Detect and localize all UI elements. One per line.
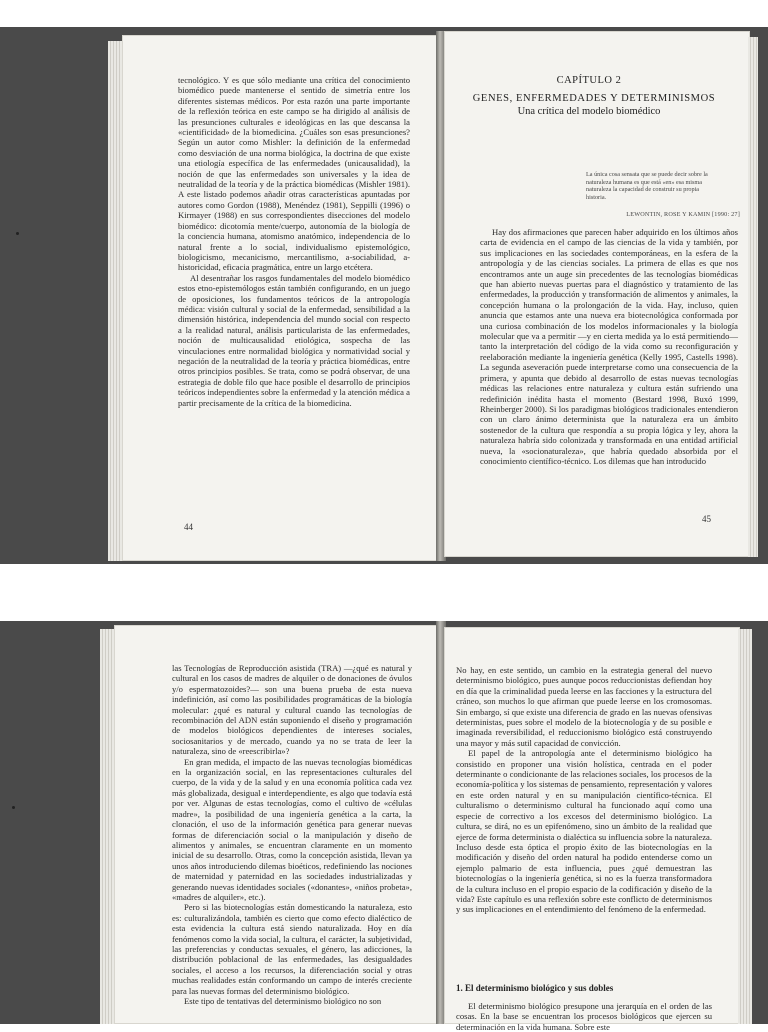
chapter-subtitle: Una crítica del modelo biomédico bbox=[517, 106, 661, 117]
page-45 bbox=[444, 31, 750, 557]
page-44-body bbox=[178, 75, 410, 408]
paragraph: No hay, en este sentido, un cambio en la estrategia general del nuevo determinismo biológico, pues aunque pocos reduccionistas defiendan hoy en día que la criminalidad pueda leerse en las facciones y la estructura del cráneo, son muchos lo que afirman que puede leerse en los cromosomas. Sin embargo, sí que existe una diferencia de grado en las nuevas ofensivas deterministas, pues sobre el modelo de la biotecnología y de su posible e imaginada reversibilidad, el reduccionismo biológico está construyendo una mayor y más sutil capacidad de convicción. bbox=[456, 665, 712, 748]
page-44 bbox=[122, 35, 438, 561]
page-number: 45 bbox=[702, 514, 711, 524]
page-right-body bbox=[456, 665, 712, 915]
paragraph: El papel de la antropología ante el determinismo biológico ha consistido en proponer una visión holística, centrada en el poder determinante o condicionante de las relaciones sociales, los procesos de la economía-política y los sistemas de pensamiento, representación y valores en este orden natural y en su manipulación científico-técnica. El culturalismo o determinismo cultural ha funcionado aquí como una especie de correctivo a los excesos del determinismo biológico. La cultura, se dirá, no es un epifenómeno, sino un ámbito de la realidad que ejerce de forma determinista o dialéctica su influencia sobre la naturaleza. Incluso desde esta óptica el propio éxito de las biotecnologías en la modificación y diseño del orden natural ha podido entenderse como un ejemplo palmario de esta influencia, pues ¿qué demuestran las biotecnologías o la ingeniería genética, si no es la fuerza transformadora de la cultura incluso en el propio espacio de la codificación y diseño de la vida? Este capítulo es una reflexión sobre este conflicto de determinismos y sus implicaciones en el entendimiento del fenómeno de la enfermedad. bbox=[456, 748, 712, 915]
paragraph: tecnológico. Y es que sólo mediante una crítica del conocimiento biomédico puede mantenerse el sentido de simetría entre los diferentes sistemas médicos. Por esta razón una parte importante de la reflexión teórica en este campo se ha dirigido al análisis de las presunciones culturales e ideológicas en las que descansa la «cientificidad» de la biomedicina. ¿Cuáles son esas presunciones? Según un autor como Mishler: la definición de la enfermedad como desviación de una norma biológica, la doctrina de que existe una etiología específica de las enfermedades (unicausalidad), la noción de que las enfermedades son universales y la idea de neutralidad de la teoría y de la práctica biomédicas (Mishler 1981). A este listado podemos añadir otras características apuntadas por autores como Gordon (1988), Menéndez (1981), Seppilli (1996) o Kirmayer (1988) en sus correspondientes disecciones del modelo biomédico: dicotomía mente/cuerpo, autonomía de la biología de la conciencia humana, atomismo anatómico, independencia de lo natural frente a lo social, individualismo epistemológico, biologicismo, mecanicismo, mercantilismo, a-sociabilidad, a-historicidad, eficacia pragmática, entre un largo etcétera. bbox=[178, 75, 410, 273]
page-45-body bbox=[480, 227, 738, 466]
page-number: 44 bbox=[184, 522, 193, 532]
paragraph: Hay dos afirmaciones que parecen haber adquirido en los últimos años carta de evidencia en el campo de las ciencias de la vida y también, por sus implicaciones en las sociedades contemporáneas, en la esfera de la antropología y de las ciencias sociales. La primera de ellas es que nos encontramos ante un auge sin precedentes de las tecnologías biomédicas que han abierto nuevas puertas para el diagnóstico y tratamiento de las enfermedades, la producción y transformación de alimentos y animales, la concepción humana o la prolongación de la vida. Hay, incluso, quien anuncia que estamos ante una nueva era biotecnológica conformada por una curiosa combinación de los modelos informacionales y la biología molecular que va a permitir —y en cierta medida ya lo está permitiendo— tanto la interpretación del código de la vida como su reconfiguración y reelaboración mediante la ingeniería genética (Kelly 1995, Castells 1998). La segunda aseveración puede interpretarse como una consecuencia de la primera, y apunta que debido al desarrollo de estas nuevas tecnologías médicas las relaciones entre naturaleza y cultura están sufriendo una redefinición inédita hasta el momento (Bestard 1998, Buxó 1999, Rheinberger 2000). Si los paradigmas biológicos tradicionales entendieron con un claro ánimo determinista que la naturaleza era un ámbito sostenedor de la cultura que respondía a su propia lógica y ley, ahora la naturaleza habría sido colonizada y transformada en una entidad artificial nueva, la «socionaturaleza», que habría quedado absorbida por el conocimiento científico-técnico. Los dilemas que han introducido bbox=[480, 227, 738, 466]
epigraph-attribution: LEWONTIN, ROSE Y KAMIN [1990: 27] bbox=[626, 211, 740, 218]
page-right-bottom bbox=[444, 627, 740, 1032]
chapter-label: CAPÍTULO 2 bbox=[556, 75, 622, 86]
scan-bottom-spread bbox=[0, 621, 768, 1032]
paragraph: El determinismo biológico presupone una jerarquía en el orden de las cosas. En la base se encuentran los procesos biológicos que ejercen su determinación en la vida humana. Sobre este bbox=[456, 1001, 712, 1032]
page-edges-right bbox=[738, 629, 752, 1024]
paragraph: Este tipo de tentativas del determinismo biológico no son bbox=[184, 996, 382, 1006]
chapter-title: GENES, ENFERMEDADES Y DETERMINISMOS bbox=[472, 93, 716, 104]
paragraph: Pero si las biotecnologías están domesticando la naturaleza, esto es: culturalizándola, también es cierto que como efecto dialéctico de esta evidencia la cultura está siendo naturalizada. Hoy en día fenómenos como la vida social, la cultura, el carácter, la subjetividad, las preferencias y conductas sexuales, el género, las adicciones, la distribución poblacional de las enfermedades, las desigualdades sociales, el acceso a los recursos, la diferenciación social y otras muchas realidades están conformando un campo de interés creciente para las nuevas formas del determinismo biológico. bbox=[172, 902, 412, 996]
epigraph: La única cosa sensata que se puede decir sobre la naturaleza humana es que está «en» esa misma naturaleza la capacidad de construir su propia historia. bbox=[586, 171, 708, 201]
page-left-body bbox=[172, 663, 412, 1006]
section-body bbox=[456, 1001, 712, 1032]
page-left-bottom bbox=[114, 625, 438, 1024]
paragraph: En gran medida, el impacto de las nuevas tecnologías biomédicas en la organización social, en las representaciones culturales del cuerpo, de la vida y de la salud y en una economía política cada vez más globalizada, desigual e interdependiente, es algo que todavía está por ver. Algunas de estas tecnologías, como el cultivo de «células madre», la posibilidad de una ingeniería genética a la carta, la clonación, el uso de la información genética para generar nuevas formas de diferenciación social o la manipulación y diseño de alimentos y animales, se encuentran claramente en un momento inicial de su desarrollo. Otras, como la concepción asistida, llevan ya unos años introduciendo dilemas bioéticos, redefiniendo las nociones de maternidad y paternidad en las sociedades industrializadas y generando nuevas identidades sociales («donantes», «niños probeta», «madres de alquiler», etc.). bbox=[172, 756, 412, 902]
section-heading: 1. El determinismo biológico y sus dobles bbox=[456, 983, 614, 993]
scan-top-spread bbox=[0, 27, 768, 564]
paragraph: Al desentrañar los rasgos fundamentales del modelo biomédico estos etno-epistemólogos están también configurando, en un juego de oposiciones, los fundamentos teóricos de la antropología médica: visión cultural y social de la enfermedad, sensibilidad a la dimensión histórica, independencia del mundo social con respecto a la realidad natural, análisis particularista de las enfermedades, noción de multicausalidad etiológica, sospecha de las vinculaciones entre normalidad biológica y normatividad social y negación de la neutralidad de la teoría y práctica biomédicas, entre otros principios posibles. Se trata, como se podrá observar, de una estrategia de doble filo que hace posible el desarrollo de principios teóricos independientes sobre la enfermedad y la atención médica a partir precisamente de la crítica de la biomedicina. bbox=[178, 272, 410, 408]
page-edges-right bbox=[748, 37, 758, 557]
paragraph: las Tecnologías de Reproducción asistida (TRA) —¿qué es natural y cultural en los casos de madres de alquiler o de donaciones de óvulos y/o espermatozoides?— son una buena prueba de esta nueva indefinición, así como las posibilidades programáticas de la biología molecular: ¿qué es natural y cultural cuando las tecnologías de recombinación del ADN están suponiendo el diseño y programación de modelos biológicos dependientes de intereses sociales, sociosanitarios y de mercado, cuando ya no se trata de leer la naturaleza, sino de «reescribirla»? bbox=[172, 663, 412, 757]
margin-mark bbox=[12, 806, 15, 809]
margin-mark bbox=[16, 232, 19, 235]
